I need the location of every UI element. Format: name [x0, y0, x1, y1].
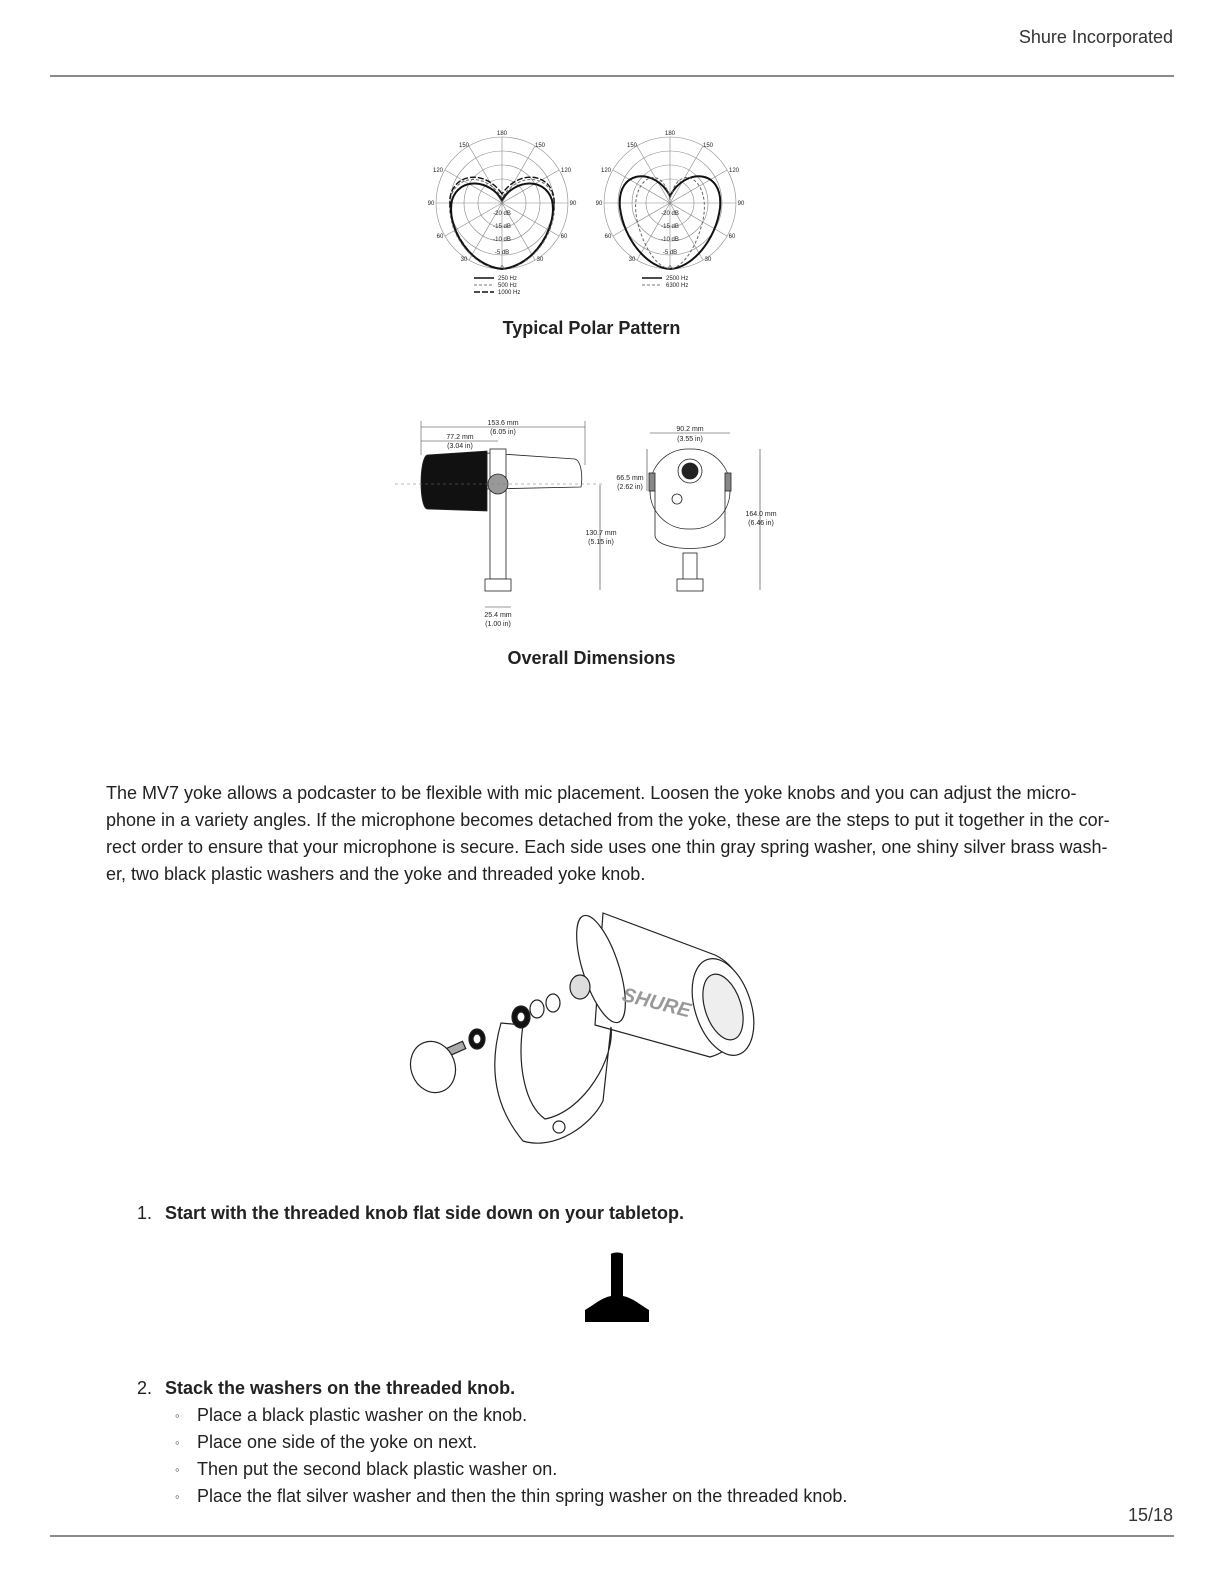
db-ring-label: -15 dB — [661, 224, 679, 230]
footer-rule — [50, 1535, 1174, 1537]
dim-width-front: 90.2 mm — [676, 426, 704, 433]
angle-label: 90 — [737, 201, 745, 207]
dim-length-front: 77.2 mm — [446, 434, 474, 441]
db-ring-label: -10 dB — [493, 237, 511, 243]
mic-side-view — [395, 421, 605, 607]
db-ring-label: -5 dB — [494, 250, 510, 256]
legend-entry: 500 Hz — [498, 283, 518, 289]
list-item: ◦ Place a black plastic washer on the knob. — [175, 1402, 847, 1429]
mic-front-view — [647, 433, 760, 591]
angle-label: 120 — [600, 168, 612, 174]
angle-label: 90 — [595, 201, 603, 207]
legend-entry: 1000 Hz — [498, 290, 521, 296]
header-rule — [50, 75, 1174, 77]
bullet-icon: ◦ — [175, 1489, 180, 1504]
db-ring-label: -20 dB — [493, 211, 511, 217]
angle-label: 60 — [436, 234, 444, 240]
bullet-icon: ◦ — [175, 1435, 180, 1450]
step-number: 1. — [137, 1203, 153, 1223]
list-item: ◦ Place the flat silver washer and then the thin spring washer on the threaded knob. — [175, 1483, 847, 1510]
dim-height-body: 130.7 mm — [585, 530, 617, 537]
legend-entry: 250 Hz — [498, 276, 518, 282]
db-ring-label: -5 dB — [662, 250, 678, 256]
angle-label: 0 — [668, 266, 672, 272]
body-paragraph: The MV7 yoke allows a podcaster to be flexible with mic placement. Loosen the yoke knobs and you can adjust the micro- phone in a variety angles. If the microphone becomes detached from the yoke, these are the steps to put it together in the cor- rect order to ensure that your microphone is secure. Each side uses one thin gray spring washer, one shiny silver brass wash- er, two black plastic washers and the yoke and threaded yoke knob. — [106, 783, 1110, 884]
dim-height-total: 164.0 mm — [745, 511, 777, 518]
step-2-subitems — [175, 1402, 847, 1510]
angle-label: 60 — [728, 234, 736, 240]
angle-label: 30 — [460, 257, 468, 263]
angle-label: 150 — [702, 143, 714, 149]
angle-label: 120 — [728, 168, 740, 174]
legend-entry: 2500 Hz — [666, 276, 689, 282]
bullet-icon: ◦ — [175, 1408, 180, 1423]
knob-silhouette-illustration — [585, 1252, 649, 1322]
angle-label: 150 — [458, 143, 470, 149]
angle-label: 180 — [664, 131, 676, 137]
db-ring-label: -15 dB — [493, 224, 511, 230]
angle-label: 90 — [569, 201, 577, 207]
polar-pattern-caption: Typical Polar Pattern — [502, 318, 681, 338]
step-text: Start with the threaded knob flat side down on your tabletop. — [165, 1203, 685, 1223]
angle-label: 30 — [704, 257, 712, 263]
dim-width-front-in: (3.55 in) — [677, 436, 703, 443]
list-item: ◦ Then put the second black plastic washer on. — [175, 1456, 847, 1483]
dim-height-body-in: (5.15 in) — [588, 539, 614, 546]
angle-label: 120 — [560, 168, 572, 174]
shure-logo: SHURE — [619, 984, 694, 1023]
angle-label: 150 — [534, 143, 546, 149]
step-number: 2. — [137, 1378, 153, 1398]
dim-height-total-in: (6.46 in) — [748, 520, 774, 527]
yoke-exploded-illustration — [405, 905, 765, 1155]
dim-length-total-in: (6.05 in) — [490, 429, 516, 436]
list-item: ◦ Place one side of the yoke on next. — [175, 1429, 847, 1456]
polar-legend-left — [474, 276, 520, 296]
angle-label: 30 — [628, 257, 636, 263]
angle-label: 60 — [604, 234, 612, 240]
dimensions-figure — [395, 415, 785, 630]
db-ring-label: -10 dB — [661, 237, 679, 243]
dimensions-caption: Overall Dimensions — [507, 648, 676, 668]
angle-label: 120 — [432, 168, 444, 174]
dim-height-mount-in: (2.62 in) — [617, 484, 643, 491]
page-number: 15/18 — [1127, 1505, 1173, 1525]
angle-label: 180 — [496, 131, 508, 137]
angle-label: 60 — [560, 234, 568, 240]
legend-entry: 6300 Hz — [666, 283, 689, 289]
polar-pattern-figure — [420, 128, 760, 300]
angle-label: 150 — [626, 143, 638, 149]
step-text: Stack the washers on the threaded knob. — [165, 1378, 516, 1398]
angle-label: 90 — [427, 201, 435, 207]
db-ring-label: -20 dB — [661, 211, 679, 217]
angle-label: 30 — [536, 257, 544, 263]
angle-label: 0 — [500, 266, 504, 272]
dim-base-width: 25.4 mm — [484, 612, 512, 619]
dim-length-total: 153.6 mm — [487, 420, 519, 427]
polar-legend-right — [642, 276, 688, 289]
dim-length-front-in: (3.04 in) — [447, 443, 473, 450]
header-company-name: Shure Incorporated — [1018, 27, 1173, 47]
dim-height-mount: 66.5 mm — [616, 475, 644, 482]
dim-base-width-in: (1.00 in) — [485, 621, 511, 628]
bullet-icon: ◦ — [175, 1462, 180, 1477]
